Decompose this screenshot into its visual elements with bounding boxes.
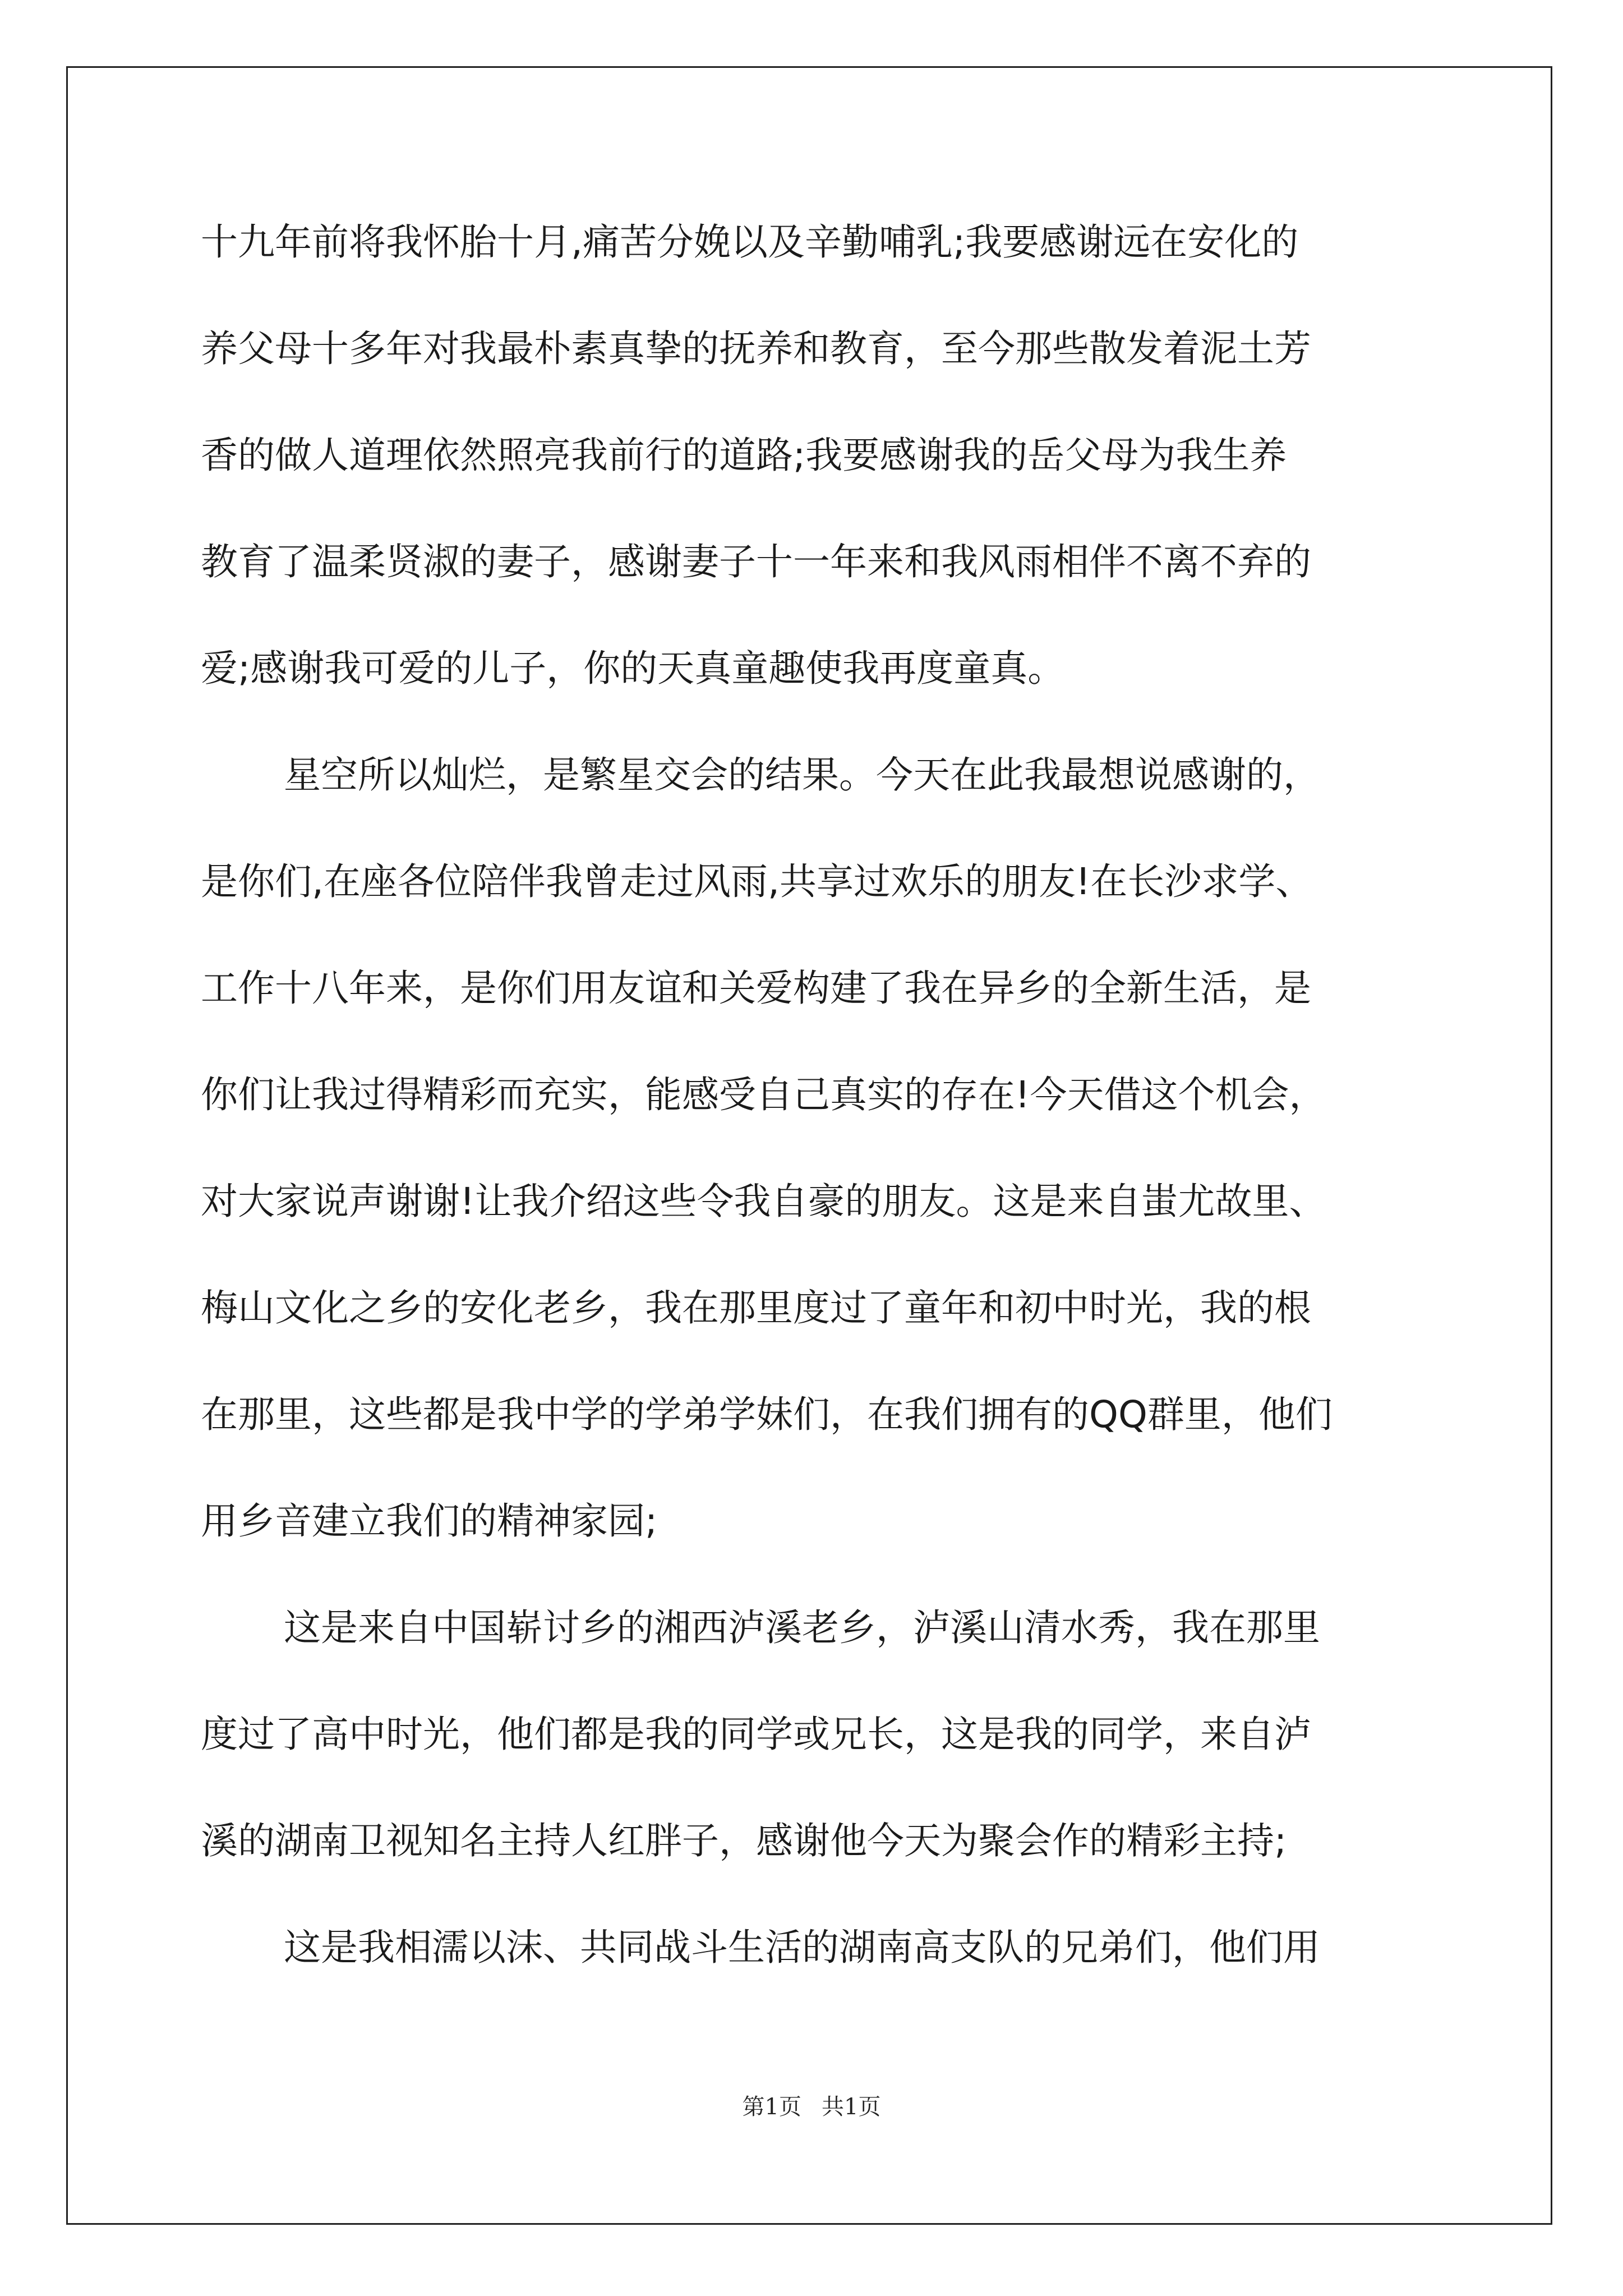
text-line: 养父母十多年对我最朴素真挚的抚养和教育，至今那些散发着泥土芳	[201, 327, 1311, 370]
page-count: 共1页	[822, 2094, 881, 2120]
paragraph-first-line: 星空所以灿烂，是繁星交会的结果。今天在此我最想说感谢的，	[284, 753, 1320, 797]
text-line: 香的做人道理依然照亮我前行的道路;我要感谢我的岳父母为我生养	[201, 434, 1287, 477]
text-line: 用乡音建立我们的精神家园;	[201, 1499, 658, 1543]
text-line: 爱;感谢我可爱的儿子，你的天真童趣使我再度童真。	[201, 647, 1065, 690]
text-line: 是你们,在座各位陪伴我曾走过风雨,共享过欢乐的朋友!在长沙求学、	[201, 860, 1313, 903]
page-border	[66, 66, 1552, 2225]
text-line: 梅山文化之乡的安化老乡，我在那里度过了童年和初中时光，我的根	[201, 1286, 1311, 1329]
text-line: 你们让我过得精彩而充实，能感受自己真实的存在!今天借这个机会，	[201, 1073, 1326, 1116]
text-line: 十九年前将我怀胎十月,痛苦分娩以及辛勤哺乳;我要感谢远在安化的	[201, 220, 1299, 264]
text-line: 教育了温柔贤淑的妻子，感谢妻子十一年来和我风雨相伴不离不弃的	[201, 540, 1311, 583]
paragraph-first-line: 这是来自中国崭讨乡的湘西泸溪老乡，泸溪山清水秀，我在那里	[284, 1606, 1320, 1649]
text-line: 对大家说声谢谢!让我介绍这些令我自豪的朋友。这是来自蚩尤故里、	[201, 1180, 1326, 1223]
text-line: 工作十八年来，是你们用友谊和关爱构建了我在异乡的全新生活，是	[201, 967, 1311, 1010]
text-line: 在那里，这些都是我中学的学弟学妹们，在我们拥有的QQ群里，他们	[201, 1393, 1332, 1436]
paragraph-first-line: 这是我相濡以沫、共同战斗生活的湖南高支队的兄弟们，他们用	[284, 1926, 1320, 1969]
text-line: 溪的湖南卫视知名主持人红胖子，感谢他今天为聚会作的精彩主持;	[201, 1819, 1287, 1862]
text-line: 度过了高中时光，他们都是我的同学或兄长，这是我的同学，来自泸	[201, 1713, 1311, 1756]
page-footer	[0, 2090, 1623, 2124]
page-number: 第1页	[742, 2094, 801, 2120]
